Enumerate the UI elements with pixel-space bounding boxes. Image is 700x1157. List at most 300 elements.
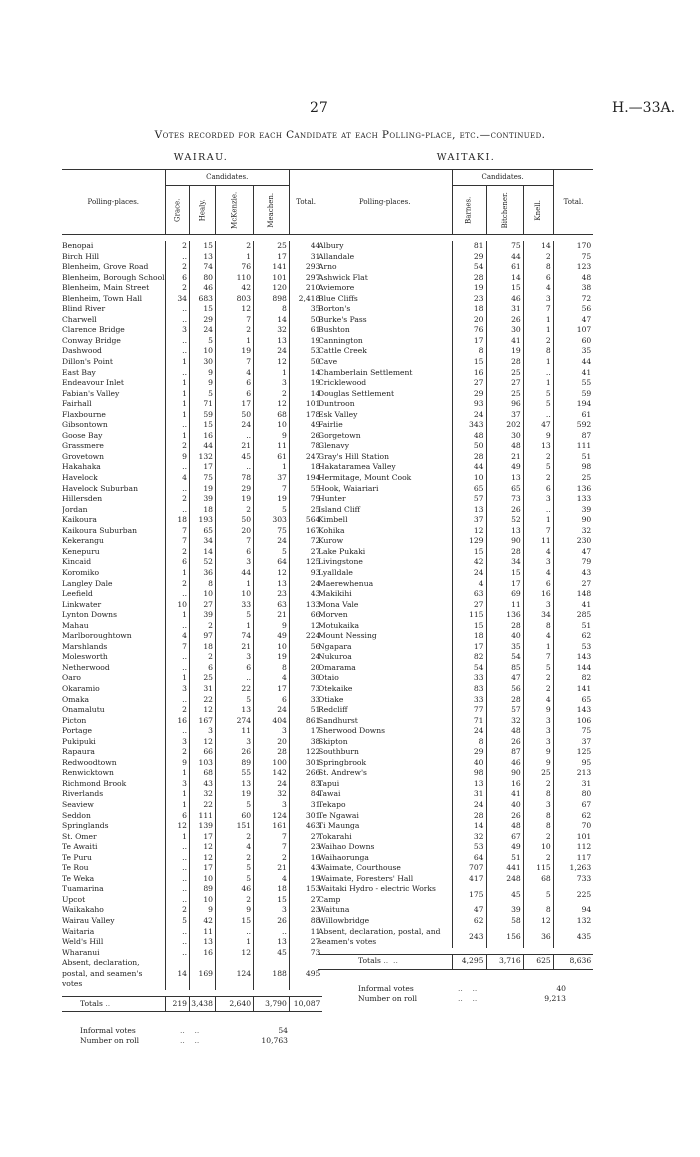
vote-count: 4 — [254, 673, 290, 684]
vote-count: 19 — [254, 652, 290, 663]
vote-count: 2 — [523, 684, 553, 695]
vote-count: 2 — [523, 832, 553, 843]
waitaki-rows — [318, 235, 593, 948]
vote-count: 9 — [189, 905, 215, 916]
vote-count: 26 — [486, 315, 523, 326]
informal-votes-value: 40 — [556, 983, 566, 993]
vote-count: 6 — [523, 273, 553, 284]
vote-count: 17 — [189, 863, 215, 874]
table-row — [62, 368, 322, 379]
vote-count: 4 — [523, 631, 553, 642]
vote-count: .. — [165, 874, 189, 885]
row-total: 33 — [289, 695, 322, 706]
vote-count: 120 — [254, 283, 290, 294]
total-value: 3,716 — [486, 954, 523, 969]
polling-place-name: Lynton Downs — [62, 610, 117, 620]
row-total: 106 — [553, 716, 593, 727]
polling-place-name: Ti Maunga — [318, 821, 360, 831]
vote-count: 14 — [452, 821, 486, 832]
vote-count: 6 — [215, 378, 253, 389]
table-row — [62, 304, 322, 315]
vote-count: 10 — [215, 589, 253, 600]
row-total: 94 — [553, 905, 593, 916]
table-row — [62, 758, 322, 769]
polling-place-name: Island Cliff — [318, 504, 361, 514]
table-row — [62, 853, 322, 864]
vote-count: 3 — [523, 726, 553, 737]
vote-count: 4 — [165, 631, 189, 642]
row-total: 210 — [289, 283, 322, 294]
vote-count: 17 — [486, 579, 523, 590]
vote-count: 42 — [215, 283, 253, 294]
vote-count: 20 — [452, 315, 486, 326]
vote-count: 17 — [215, 399, 253, 410]
vote-count: .. — [215, 673, 253, 684]
row-total: 12 — [289, 621, 322, 632]
row-total: 101 — [289, 399, 322, 410]
vote-count: 26 — [486, 505, 523, 516]
totals-row: Totals .. .. 4,295 3,716 625 8,636 — [318, 954, 593, 969]
total-header: Total. — [553, 170, 593, 235]
row-total: 51 — [553, 452, 593, 463]
row-total: 31 — [289, 800, 322, 811]
vote-count: 6 — [165, 811, 189, 822]
vote-count: 32 — [486, 716, 523, 727]
vote-count: 2 — [215, 853, 253, 864]
row-total: 44 — [289, 241, 322, 252]
vote-count: 12 — [189, 705, 215, 716]
vote-count: .. — [165, 346, 189, 357]
table-row — [62, 346, 322, 357]
vote-count: 10 — [165, 600, 189, 611]
vote-count: 5 — [215, 800, 253, 811]
polling-place-name: Omaka — [62, 694, 90, 704]
polling-place-name: Havelock — [62, 473, 98, 483]
row-total: 141 — [553, 684, 593, 695]
polling-place-name: Tawai — [318, 789, 341, 799]
table-row — [62, 526, 322, 537]
vote-count: 49 — [254, 631, 290, 642]
table-row — [62, 642, 322, 653]
polling-place-name: Richmond Brook — [62, 778, 127, 788]
vote-count: 29 — [452, 252, 486, 263]
table-row — [318, 462, 593, 473]
informal-votes-label: Informal votes — [358, 983, 414, 993]
polling-place-name: Kaikoura Suburban — [62, 525, 138, 535]
vote-count: 42 — [452, 557, 486, 568]
polling-place-name: Glenavy — [318, 441, 349, 451]
row-total: 297 — [289, 273, 322, 284]
vote-count: 8 — [523, 621, 553, 632]
table-row — [318, 262, 593, 273]
vote-count: 3 — [523, 716, 553, 727]
table-row — [318, 568, 593, 579]
vote-count: .. — [165, 621, 189, 632]
vote-count: 57 — [486, 705, 523, 716]
row-total: 27 — [289, 937, 322, 948]
vote-count: 3 — [523, 294, 553, 305]
table-row — [318, 663, 593, 674]
vote-count: 46 — [486, 758, 523, 769]
vote-count: .. — [165, 252, 189, 263]
candidate-header: Barnes. — [452, 186, 486, 235]
vote-count: 5 — [523, 884, 553, 905]
polling-place-name: Okaramio — [62, 683, 100, 693]
polling-place-name: Charwell — [62, 314, 97, 324]
table-row — [318, 842, 593, 853]
vote-count: 45 — [486, 884, 523, 905]
vote-count: .. — [165, 462, 189, 473]
table-row — [318, 378, 593, 389]
table-row — [318, 473, 593, 484]
vote-count: 6 — [215, 547, 253, 558]
vote-count: .. — [165, 863, 189, 874]
vote-count: 12 — [215, 948, 253, 959]
vote-count: 707 — [452, 863, 486, 874]
table-row — [318, 853, 593, 864]
table-row — [62, 832, 322, 843]
row-total: 143 — [553, 652, 593, 663]
vote-count: 26 — [215, 747, 253, 758]
vote-count: 51 — [486, 853, 523, 864]
polling-place-name: Oaro — [62, 673, 81, 683]
row-total: 167 — [289, 526, 322, 537]
vote-count: 2 — [165, 441, 189, 452]
vote-count: 9 — [523, 705, 553, 716]
polling-place-name: Grovetown — [62, 451, 105, 461]
vote-count: 1 — [215, 252, 253, 263]
row-total: 47 — [553, 315, 593, 326]
vote-count: 417 — [452, 874, 486, 885]
polling-place-name: Arno — [318, 262, 337, 272]
polling-place-name: Cricklewood — [318, 378, 367, 388]
vote-count: 82 — [452, 652, 486, 663]
table-row — [62, 948, 322, 959]
vote-count: 17 — [189, 832, 215, 843]
table-row — [318, 420, 593, 431]
vote-count: 5 — [523, 389, 553, 400]
vote-count: 18 — [452, 304, 486, 315]
vote-count: 21 — [254, 610, 290, 621]
vote-count: 18 — [189, 642, 215, 653]
polling-place-name: Waikakaho — [62, 905, 104, 915]
polling-place-name: Chamberlain Settlement — [318, 367, 413, 377]
table-row — [62, 610, 322, 621]
table-row — [62, 325, 322, 336]
row-total: 213 — [553, 768, 593, 779]
vote-count: 14 — [189, 547, 215, 558]
polling-place-name: Linkwater — [62, 599, 102, 609]
vote-count: 78 — [215, 473, 253, 484]
vote-count: 4 — [523, 547, 553, 558]
polling-place-name: Upcot — [62, 894, 86, 904]
row-total: 153 — [289, 884, 322, 895]
vote-count: 12 — [189, 853, 215, 864]
candidate-header: Knell. — [523, 186, 553, 235]
table-row — [318, 325, 593, 336]
vote-count: 31 — [189, 684, 215, 695]
vote-count: 139 — [189, 821, 215, 832]
vote-count: 19 — [215, 789, 253, 800]
table-row — [318, 673, 593, 684]
vote-count: 40 — [486, 800, 523, 811]
table-row — [62, 484, 322, 495]
vote-count: 141 — [254, 262, 290, 273]
vote-count: 3 — [254, 905, 290, 916]
table-row — [62, 916, 322, 927]
row-total: 101 — [553, 832, 593, 843]
polling-place-name: Langley Dale — [62, 578, 113, 588]
vote-count: 13 — [452, 779, 486, 790]
vote-count: 1 — [165, 389, 189, 400]
vote-count: 1 — [165, 399, 189, 410]
polling-place-name: Weld's Hill — [62, 937, 104, 947]
vote-count: 175 — [452, 884, 486, 905]
vote-count: 4 — [523, 695, 553, 706]
vote-count: 44 — [215, 568, 253, 579]
vote-count: 47 — [486, 673, 523, 684]
vote-count: .. — [165, 652, 189, 663]
row-total: 224 — [289, 631, 322, 642]
vote-count: 3 — [523, 557, 553, 568]
vote-count: 7 — [215, 315, 253, 326]
vote-count: 1 — [165, 673, 189, 684]
polling-place-name: Omarama — [318, 662, 356, 672]
vote-count: 22 — [215, 684, 253, 695]
polling-place-name: Kenepuru — [62, 546, 100, 556]
vote-count: 5 — [523, 663, 553, 674]
table-row — [62, 842, 322, 853]
table-row — [318, 737, 593, 748]
vote-count: 69 — [486, 589, 523, 600]
row-total: 178 — [289, 410, 322, 421]
row-total: 62 — [553, 631, 593, 642]
vote-count: 3 — [523, 737, 553, 748]
vote-count: 3 — [523, 494, 553, 505]
polling-place-name: Te Puru — [62, 852, 92, 862]
vote-count: 9 — [189, 378, 215, 389]
vote-count: 1 — [523, 357, 553, 368]
table-row — [62, 273, 322, 284]
polling-place-name: Otiake — [318, 694, 344, 704]
vote-count: 21 — [254, 863, 290, 874]
vote-count: .. — [523, 368, 553, 379]
vote-count: 76 — [215, 262, 253, 273]
vote-count: 68 — [523, 874, 553, 885]
vote-count: .. — [165, 695, 189, 706]
vote-count: 2 — [523, 452, 553, 463]
vote-count: 142 — [254, 768, 290, 779]
vote-count: 151 — [215, 821, 253, 832]
table-row — [62, 695, 322, 706]
row-total: 23 — [289, 842, 322, 853]
polling-place-name: Seaview — [62, 799, 94, 809]
table-row — [318, 684, 593, 695]
vote-count: 11 — [215, 726, 253, 737]
row-total: 11 — [289, 927, 322, 938]
vote-count: 44 — [452, 462, 486, 473]
table-row — [318, 368, 593, 379]
row-total: 31 — [289, 252, 322, 263]
table-row — [62, 241, 322, 252]
vote-count: 103 — [189, 758, 215, 769]
polling-place-name: Hunter — [318, 494, 346, 504]
table-row — [318, 346, 593, 357]
row-total: 194 — [289, 473, 322, 484]
vote-count: 25 — [523, 768, 553, 779]
vote-count: 3 — [165, 779, 189, 790]
vote-count: .. — [165, 336, 189, 347]
vote-count: 19 — [452, 283, 486, 294]
row-total: 47 — [553, 547, 593, 558]
vote-count: 3 — [254, 726, 290, 737]
vote-count: .. — [165, 484, 189, 495]
vote-count: 32 — [254, 325, 290, 336]
vote-count: 1 — [523, 378, 553, 389]
vote-count: 6 — [215, 663, 253, 674]
table-row — [318, 652, 593, 663]
vote-count: 46 — [486, 294, 523, 305]
vote-count: 50 — [452, 441, 486, 452]
polling-place-name: Te Awaiti — [62, 842, 98, 852]
row-total: 30 — [289, 673, 322, 684]
vote-count: 12 — [215, 304, 253, 315]
polling-place-name: Waimate, Foresters' Hall — [318, 873, 414, 883]
polling-place-name: Gorgetown — [318, 430, 361, 440]
vote-count: 22 — [189, 800, 215, 811]
polling-place-name: Marshlands — [62, 641, 108, 651]
row-total: 132 — [553, 916, 593, 927]
row-total: 14 — [289, 368, 322, 379]
vote-count: 11 — [254, 441, 290, 452]
polling-place-name: Nukuroa — [318, 652, 352, 662]
polling-place-name: Borton's — [318, 304, 351, 314]
vote-count: 18 — [165, 515, 189, 526]
vote-count: 1 — [165, 800, 189, 811]
vote-count: 48 — [486, 726, 523, 737]
vote-count: 14 — [523, 241, 553, 252]
polling-place-name: Cattle Creek — [318, 346, 367, 356]
vote-count: 27 — [452, 600, 486, 611]
polling-place-name: St. Andrew's — [318, 768, 367, 778]
table-row — [318, 557, 593, 568]
row-total: 73 — [289, 948, 322, 959]
row-total: 84 — [289, 789, 322, 800]
row-total: 75 — [553, 252, 593, 263]
polling-place-name: Makikihi — [318, 589, 352, 599]
table-row — [62, 357, 322, 368]
polling-place-name: Netherwood — [62, 662, 110, 672]
row-total: 43 — [289, 863, 322, 874]
table-row — [318, 273, 593, 284]
vote-count: 9 — [189, 368, 215, 379]
vote-count: 2 — [165, 283, 189, 294]
vote-count: 167 — [189, 716, 215, 727]
vote-count: 4 — [165, 473, 189, 484]
polling-place-name: Blind River — [62, 304, 106, 314]
row-total: 75 — [553, 726, 593, 737]
polling-place-name: Kaikoura — [62, 515, 97, 525]
vote-count: 13 — [254, 336, 290, 347]
vote-count: 29 — [215, 484, 253, 495]
row-total: 117 — [553, 853, 593, 864]
table-row — [62, 547, 322, 558]
vote-count: 30 — [189, 357, 215, 368]
polling-place-name: Goose Bay — [62, 430, 103, 440]
vote-count: 71 — [452, 716, 486, 727]
vote-count: 15 — [452, 547, 486, 558]
row-total: 19 — [289, 336, 322, 347]
polling-place-name: Te Weka — [62, 873, 95, 883]
vote-count: .. — [523, 505, 553, 516]
vote-count: 26 — [254, 916, 290, 927]
total-value: 625 — [523, 954, 553, 969]
vote-count: 18 — [254, 884, 290, 895]
vote-count: 7 — [254, 484, 290, 495]
table-row — [318, 811, 593, 822]
candidate-header: Healy. — [189, 186, 215, 235]
vote-count: 8 — [523, 346, 553, 357]
polling-place-name: Grassmere — [62, 441, 104, 451]
total-value: 2,640 — [215, 996, 253, 1011]
candidate-header: Grace. — [165, 186, 189, 235]
vote-count: 15 — [452, 357, 486, 368]
polling-place-name: Lyalldale — [318, 567, 353, 577]
vote-count: 2 — [165, 241, 189, 252]
vote-count: 65 — [486, 484, 523, 495]
row-total: 88 — [289, 916, 322, 927]
vote-count: 19 — [486, 346, 523, 357]
row-total: 56 — [553, 304, 593, 315]
vote-count: 24 — [254, 705, 290, 716]
vote-count: 2 — [254, 389, 290, 400]
polling-place-name: Hook, Waiariari — [318, 483, 379, 493]
row-total: 247 — [289, 452, 322, 463]
vote-count: 1 — [165, 768, 189, 779]
vote-count: .. — [254, 927, 290, 938]
wairau-footnote: Informal votes .. .. 54 Number on roll .. .. 10,763 — [62, 1026, 340, 1047]
vote-count: 58 — [486, 916, 523, 927]
table-row — [62, 294, 322, 305]
table-row — [318, 758, 593, 769]
vote-count: 14 — [486, 273, 523, 284]
vote-count: 4 — [215, 368, 253, 379]
vote-count: 110 — [215, 273, 253, 284]
table-row — [62, 779, 322, 790]
vote-count: 1 — [165, 357, 189, 368]
table-row — [62, 515, 322, 526]
vote-count: 28 — [452, 811, 486, 822]
vote-count: .. — [215, 462, 253, 473]
table-row — [62, 905, 322, 916]
electorate-name: WAITAKI. — [436, 152, 496, 163]
vote-count: .. — [165, 726, 189, 737]
vote-count: 42 — [189, 916, 215, 927]
row-total: 148 — [553, 589, 593, 600]
vote-count: 5 — [215, 863, 253, 874]
vote-count: 15 — [189, 304, 215, 315]
vote-count: 76 — [452, 325, 486, 336]
row-total: 14 — [289, 389, 322, 400]
table-row — [62, 462, 322, 473]
vote-count: 7 — [165, 526, 189, 537]
polling-place-name: East Bay — [62, 367, 96, 377]
row-total: 495 — [289, 958, 322, 990]
table-row — [62, 536, 322, 547]
vote-count: 24 — [452, 410, 486, 421]
polling-place-name: Hermitage, Mount Cook — [318, 473, 412, 483]
vote-count: 16 — [189, 431, 215, 442]
